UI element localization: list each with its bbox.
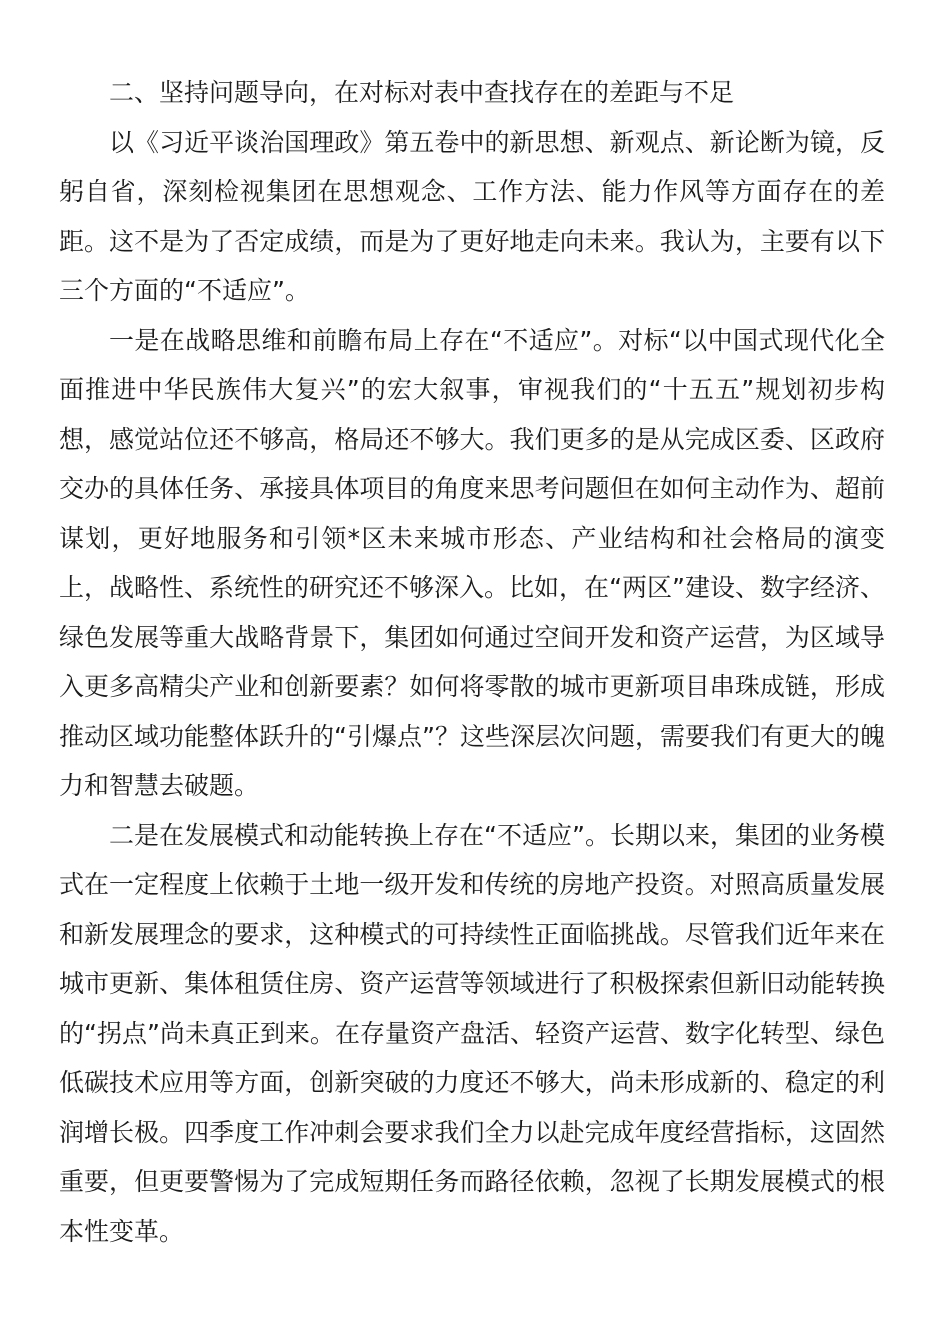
document-page: [59, 68, 885, 1256]
section-heading: 二、坚持问题导向，在对标对表中查找存在的差距与不足: [109, 78, 735, 107]
paragraph-development-model: 二是在发展模式和动能转换上存在“不适应”。长期以来，集团的业务模式在一定程度上依赖于土地一级开发和传统的房地产投资。对照高质量发展和新发展理念的要求，这种模式的可持续性正面临挑战。尽管我们近年来在城市更新、集体租赁住房、资产运营等领域进行了积极探索但新旧动能转换的“拐点”尚未真正到来。在存量资产盘活、轻资产运营、数字化转型、绿色低碳技术应用等方面，创新突破的力度还不够大，尚未形成新的、稳定的利润增长极。四季度工作冲刺会要求我们全力以赴完成年度经营指标，这固然重要，但更要警惕为了完成短期任务而路径依赖，忽视了长期发展模式的根本性变革。: [59, 820, 885, 1246]
paragraph-intro: 以《习近平谈治国理政》第五卷中的新思想、新观点、新论断为镜，反躬自省，深刻检视集团在思想观念、工作方法、能力作风等方面存在的差距。这不是为了否定成绩，而是为了更好地走向未来。我认为，主要有以下三个方面的“不适应”。: [59, 127, 885, 305]
paragraph-strategy: 一是在战略思维和前瞻布局上存在“不适应”。对标“以中国式现代化全面推进中华民族伟大复兴”的宏大叙事，审视我们的“十五五”规划初步构想，感觉站位还不够高，格局还不够大。我们更多的是从完成区委、区政府交办的具体任务、承接具体项目的角度来思考问题但在如何主动作为、超前谋划，更好地服务和引领*区未来城市形态、产业结构和社会格局的演变上，战略性、系统性的研究还不够深入。比如，在“两区”建设、数字经济、绿色发展等重大战略背景下，集团如何通过空间开发和资产运营，为区域导入更多高精尖产业和创新要素？如何将零散的城市更新项目串珠成链，形成推动区域功能整体跃升的“引爆点”？这些深层次问题，需要我们有更大的魄力和智慧去破题。: [59, 325, 885, 800]
